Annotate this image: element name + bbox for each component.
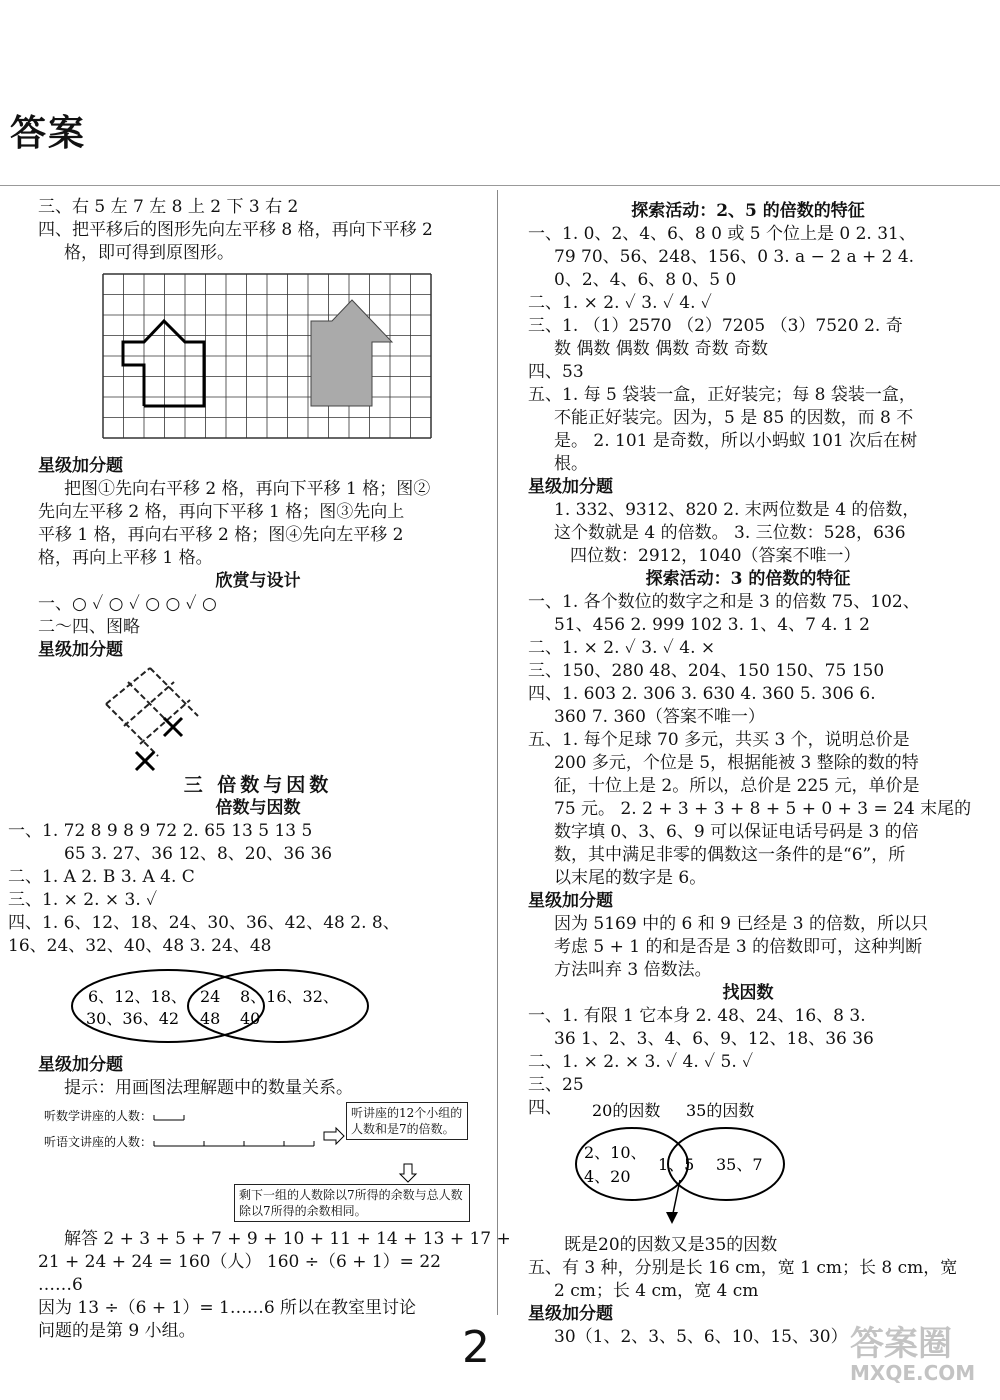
cross-mark-icon xyxy=(164,718,182,736)
section-title: 找因数 xyxy=(722,983,774,1003)
answer-line: 二、1. × 2. ✓ 3. ✓ 4. × xyxy=(528,638,716,658)
answer-line: 格，再向上平移 1 格。 xyxy=(38,548,213,568)
answer-line: 数，其中满足非零的偶数这一条件的是“6”，所 xyxy=(554,845,906,865)
venn-middle-text: 1、5 xyxy=(658,1155,695,1174)
answer-line: 一、○ ✓ ○ ✓ ○ ○ ✓ ○ xyxy=(38,594,217,614)
venn-middle-text: 24 xyxy=(200,987,221,1006)
page-number: 2 xyxy=(462,1322,490,1373)
answer-line: 2 cm；长 4 cm，宽 4 cm xyxy=(554,1281,759,1301)
venn-left-text: 2、10、 xyxy=(584,1143,647,1162)
answer-line: 200 多元，个位是 5，根据能被 3 整除的数的特 xyxy=(554,753,919,773)
shaded-house-shape xyxy=(311,300,392,406)
diagram-row-label: 听语文讲座的人数： xyxy=(44,1135,153,1149)
venn-middle-text: 48 xyxy=(200,1009,221,1028)
answer-line: 根。 xyxy=(554,454,588,474)
watermark-text: MXQE.COM xyxy=(850,1361,976,1385)
section-title: 探索活动：2、5 的倍数的特征 xyxy=(631,201,865,221)
answer-line: 四、53 xyxy=(528,362,584,382)
answer-line: 36 1、2、3、4、6、9、12、18、36 36 xyxy=(554,1029,874,1049)
venn-diagram-multiples xyxy=(68,964,388,1050)
dotted-cross-figure xyxy=(98,664,238,774)
answer-line: 四、1. 6、12、18、24、30、36、42、48 2. 8、 xyxy=(8,913,400,933)
answer-line: 四、把平移后的图形先向左平移 8 格，再向下平移 2 xyxy=(38,220,433,240)
venn-left-text: 30、36、42 xyxy=(86,1009,180,1028)
watermark-logo xyxy=(850,1316,990,1394)
answer-line: 五、有 3 种，分别是长 16 cm，宽 1 cm；长 8 cm，宽 xyxy=(528,1258,958,1278)
arrow-down-icon xyxy=(666,1212,678,1224)
answer-line: 五、1. 每 5 袋装一盒，正好装完；每 8 袋装一盒， xyxy=(528,385,916,405)
venn-label: 20的因数 xyxy=(592,1101,661,1120)
column-divider xyxy=(497,190,498,1315)
bonus-heading: 星级加分题 xyxy=(38,1055,123,1075)
answer-line: 是。 2. 101 是奇数，所以小蚂蚁 101 次后在树 xyxy=(554,431,918,451)
answer-line: 一、1. 有限 1 它本身 2. 48、24、16、8 3. xyxy=(528,1006,866,1026)
answer-line: 三、150、280 48、204、150 150、75 150 xyxy=(528,661,885,681)
answer-line: 四、1. 603 2. 306 3. 630 4. 360 5. 306 6. xyxy=(528,684,876,704)
venn-right-text: 40 xyxy=(240,1009,261,1028)
answer-line: 二、1. × 2. ✓ 3. ✓ 4. ✓ xyxy=(528,293,712,313)
answer-line: 因为 13 ÷（6 + 1）= 1……6 所以在教室里讨论 xyxy=(38,1298,417,1318)
answer-line: 格，即可得到原图形。 xyxy=(64,243,234,263)
answer-line: 方法叫弃 3 倍数法。 xyxy=(554,960,712,980)
answer-line: 四位数：2912，1040（答案不唯一） xyxy=(570,546,861,566)
answer-line: 不能正好装完。因为，5 是 85 的因数，而 8 不 xyxy=(554,408,914,428)
answer-line: 数字填 0、3、6、9 可以保证电话号码是 3 的倍 xyxy=(554,822,919,842)
answer-line: 79 70、56、248、156、0 3. a − 2 a + 2 4. xyxy=(554,247,915,267)
venn-right-text: 8、16、32、 xyxy=(240,987,339,1006)
answer-line: 65 3. 27、36 12、8、20、36 36 xyxy=(64,844,333,864)
answer-line: 一、1. 各个数位的数字之和是 3 的倍数 75、102、 xyxy=(528,592,920,612)
segment-diagram xyxy=(44,1102,474,1226)
answer-line: 75 元。 2. 2 + 3 + 3 + 8 + 5 + 0 + 3 = 24 末尾的 xyxy=(554,799,972,819)
section-title: 倍数与因数 xyxy=(215,798,301,818)
header-rule xyxy=(0,185,1000,186)
unit-title: 三 倍数与因数 xyxy=(183,774,333,796)
answer-line: 解答 2 + 3 + 5 + 7 + 9 + 10 + 11 + 14 + 13 + 17 + xyxy=(64,1229,511,1249)
answer-line: 平移 1 格，再向右平移 2 格；图④先向左平移 2 xyxy=(38,525,404,545)
bonus-heading: 星级加分题 xyxy=(528,1304,613,1324)
venn-right-text: 35、7 xyxy=(716,1155,763,1174)
answer-line: 问题的是第 9 小组。 xyxy=(38,1321,196,1341)
bonus-heading: 星级加分题 xyxy=(528,477,613,497)
grid-lines xyxy=(103,274,431,438)
answer-line: 二～四、图略 xyxy=(38,617,140,637)
venn-left-text: 6、12、18、 xyxy=(88,987,187,1006)
answer-line: 二、1. × 2. × 3. ✓ 4. ✓ 5. ✓ xyxy=(528,1052,754,1072)
left-column xyxy=(8,196,511,1343)
answer-line: 360 7. 360（答案不唯一） xyxy=(554,707,765,727)
section-title: 欣赏与设计 xyxy=(215,571,301,591)
bonus-heading: 星级加分题 xyxy=(38,640,123,660)
venn-diagram-factors xyxy=(568,1100,868,1240)
venn-caption: 既是20的因数又是35的因数 xyxy=(564,1235,778,1255)
answer-line: 五、1. 每个足球 70 多元，共买 3 个，说明总价是 xyxy=(528,730,910,750)
venn-label: 35的因数 xyxy=(686,1101,755,1120)
cross-mark-icon xyxy=(136,752,154,770)
answer-line: 0、2、4、6、8 0、5 0 xyxy=(554,270,737,290)
answer-line: 21 + 24 + 24 = 160（人） 160 ÷（6 + 1）= 22 xyxy=(38,1252,441,1272)
diagram-row-label: 听数学讲座的人数： xyxy=(44,1109,153,1123)
bonus-heading: 星级加分题 xyxy=(38,456,123,476)
watermark-text: 答案圈 xyxy=(850,1324,952,1364)
bonus-heading: 星级加分题 xyxy=(528,891,613,911)
answer-line: 先向左平移 2 格，再向下平移 1 格；图③先向上 xyxy=(38,502,405,522)
answer-line: 三、25 xyxy=(528,1075,584,1095)
answer-line: 数 偶数 偶数 偶数 奇数 奇数 xyxy=(554,339,769,359)
answer-line: 30（1、2、3、5、6、10、15、30） xyxy=(554,1327,848,1347)
answer-line: ……6 xyxy=(38,1275,83,1295)
answer-line: 把图①先向右平移 2 格，再向下平移 1 格；图② xyxy=(64,479,431,499)
note-box: 剩下一组的人数除以7所得的余数与总人数除以7所得的余数相同。 xyxy=(234,1184,470,1222)
answer-line: 三、1. （1）2570 （2）7205 （3）7520 2. 奇 xyxy=(528,316,903,336)
venn-left-text: 4、20 xyxy=(584,1167,631,1186)
answer-line: 三、1. × 2. × 3. ✓ xyxy=(8,890,158,910)
answer-line: 这个数就是 4 的倍数。 3. 三位数：528，636 xyxy=(554,523,906,543)
answer-line: 一、1. 72 8 9 8 9 72 2. 65 13 5 13 5 xyxy=(8,821,313,841)
answer-line: 提示：用画图法理解题中的数量关系。 xyxy=(64,1078,353,1098)
page-header-title: 答案 xyxy=(10,112,87,154)
right-column xyxy=(528,200,972,1349)
answer-line: 一、1. 0、2、4、6、8 0 或 5 个位上是 0 2. 31、 xyxy=(528,224,916,244)
section-title: 探索活动：3 的倍数的特征 xyxy=(645,569,851,589)
answer-line: 16、24、32、40、48 3. 24、48 xyxy=(8,936,272,956)
answer-line: 51、456 2. 999 102 3. 1、4、7 4. 1 2 xyxy=(554,615,870,635)
answer-line: 考虑 5 + 1 的和是否是 3 的倍数即可，这种判断 xyxy=(554,937,923,957)
answer-line: 因为 5169 中的 6 和 9 已经是 3 的倍数，所以只 xyxy=(554,914,928,934)
answer-line: 征，十位上是 2。所以，总价是 225 元，单价是 xyxy=(554,776,920,796)
note-box: 听讲座的12个小组的人数和是7的倍数。 xyxy=(346,1102,468,1140)
answer-line: 以末尾的数字是 6。 xyxy=(554,868,707,888)
answer-line: 三、右 5 左 7 左 8 上 2 下 3 右 2 xyxy=(38,197,299,217)
translation-grid-figure xyxy=(102,273,442,451)
answer-line: 四、 xyxy=(528,1098,562,1118)
answer-line: 1. 332、9312、820 2. 末两位数是 4 的倍数， xyxy=(554,500,920,520)
answer-line: 二、1. A 2. B 3. A 4. C xyxy=(8,867,195,887)
original-house-outline xyxy=(123,321,204,406)
